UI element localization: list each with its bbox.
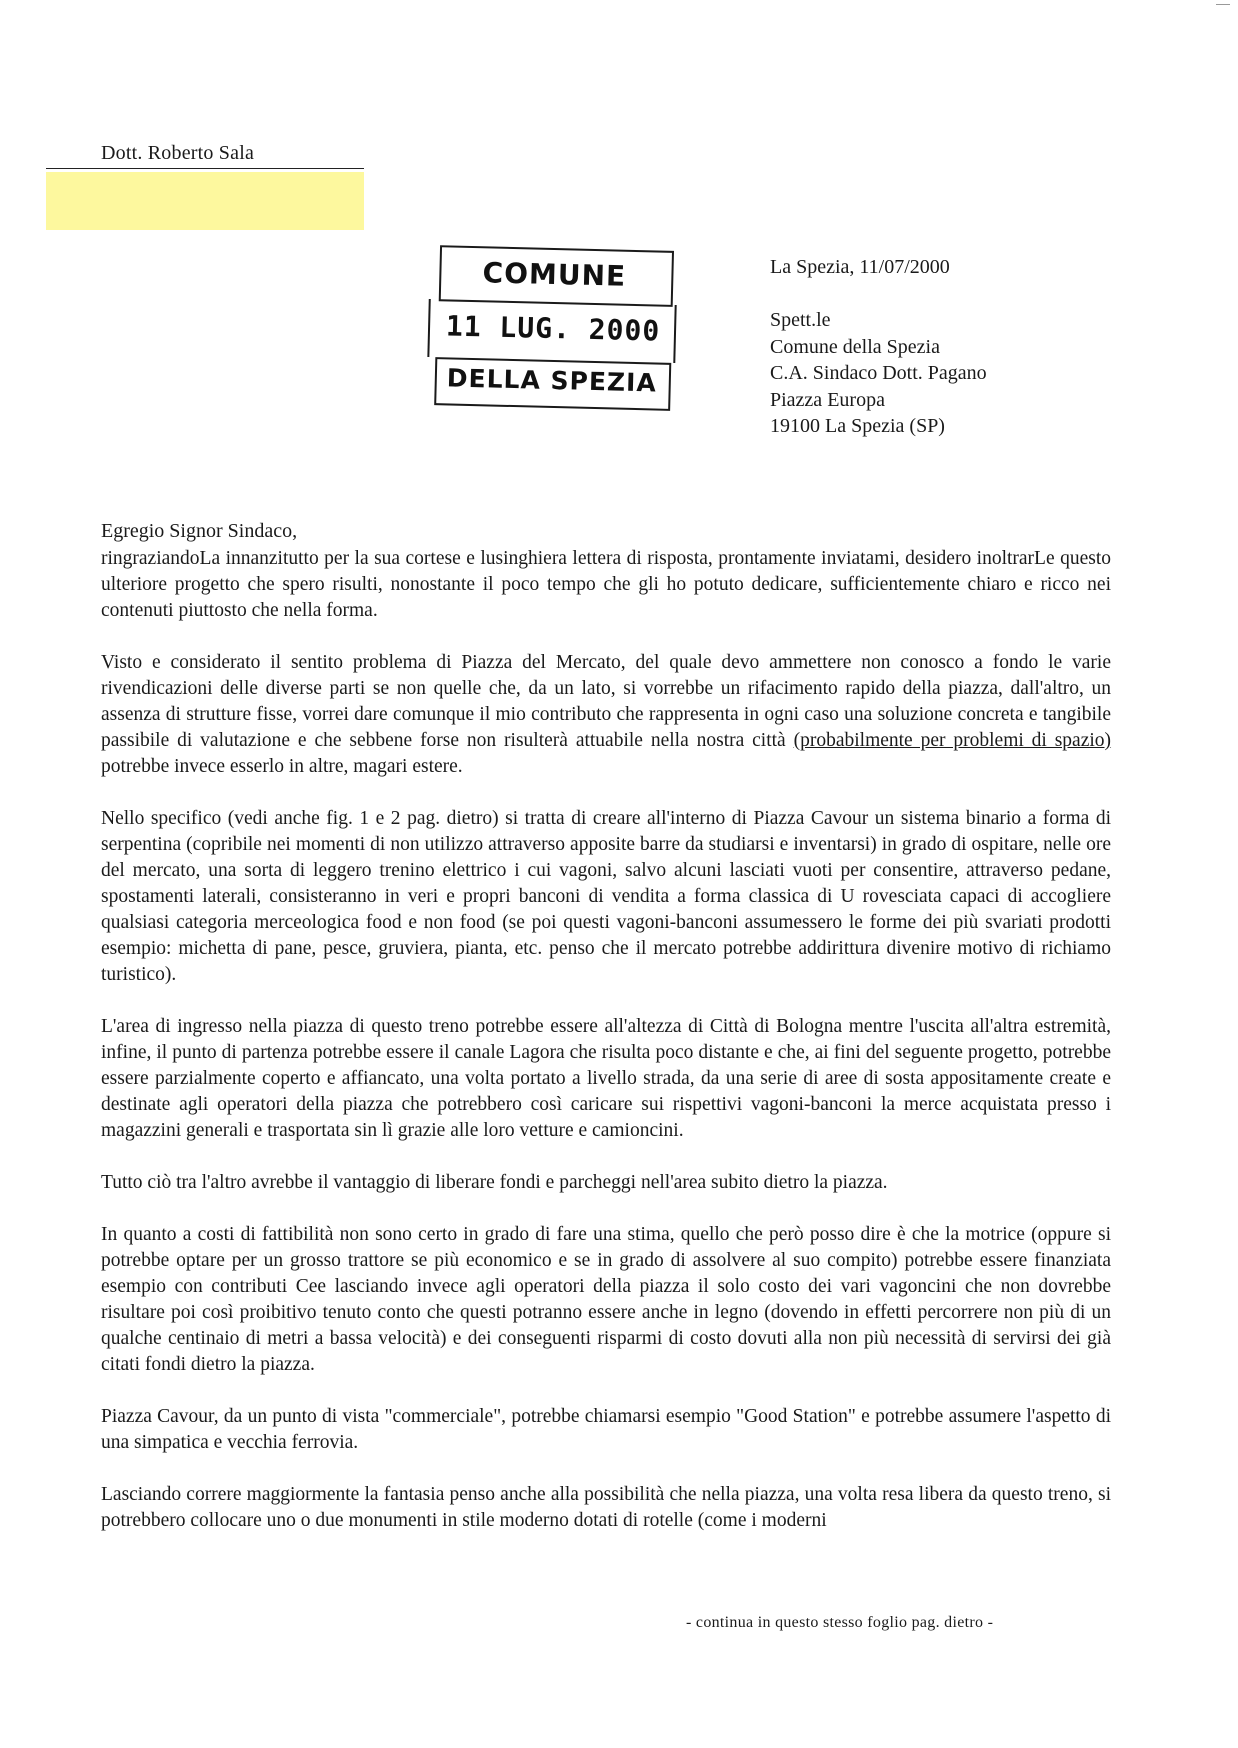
recipient-line: C.A. Sindaco Dott. Pagano xyxy=(770,362,987,384)
paragraph-text: Visto e considerato il sentito problema di Piazza del Mercato, del quale devo ammettere non conosco a fondo le varie rivendicazioni delle diverse parti se non quelle che, da un lato, si vorrebbe un rifacimento rapido della piazza, dall'altro, un assenza di strutture fisse, vorrei dare comunque il mio contributo che rappresenta in ogni caso una soluzione concreta e tangibile passibile di valutazione e che sebbene forse non risulterà attuabile nella nostra città xyxy=(101,652,1111,751)
sender-divider xyxy=(46,168,364,169)
redacted-address-highlight xyxy=(46,172,364,230)
sender-name: Dott. Roberto Sala xyxy=(101,142,255,164)
page-corner-mark xyxy=(1216,0,1230,5)
paragraph-proposal: Nello specifico (vedi anche fig. 1 e 2 pag. dietro) si tratta di creare all'interno di Piazza Cavour un sistema binario a forma di serpentina (copribile nei momenti di non utilizzo attraverso apposite barre da studiarsi e inventarsi) in grado di ospitare, nelle ore del mercato, una sorta di leggero trenino elettrico i cui vagoni, salvo alcuni lasciati vuoti per consentire, attraverso pedane, spostamenti laterali, consisteranno in veri e propri banconi di vendita a forma classica di U rovesciata capaci di accogliere qualsiasi categoria merceologica food e non food (se poi questi vagoni-banconi assumessero le forme dei più svariati prodotti esempio: michetta di pane, pesce, gruviera, pianta, etc. penso che il mercato potrebbe addirittura divenire motivo di richiamo turistico). xyxy=(101,808,1111,985)
recipient-address xyxy=(770,307,987,440)
stamp-bottom-text: DELLA SPEZIA xyxy=(446,363,658,398)
paragraph-route: L'area di ingresso nella piazza di questo treno potrebbe essere all'altezza di Città di Bologna mentre l'uscita all'altra estremità, infine, il punto di partenza potrebbe essere il canale Lagora che risulta poco distante e che, ai fini del seguente progetto, potrebbe essere parzialmente coperto e affiancato, una volta portato a livello strada, da una serie di aree di sosta appositamente create e destinate agli operatori della piazza che potrebbero così caricare sui rispettivi vagoni-banconi la merce acquistata presso i magazzini generali e trasportata sin lì grazie alle loro vetture e camioncini. xyxy=(101,1016,1111,1141)
stamp-top-text: COMUNE xyxy=(482,256,627,293)
paragraph-name: Piazza Cavour, da un punto di vista "commerciale", potrebbe chiamarsi esempio "Good Station" e potrebbe assumere l'aspetto di una simpatica e vecchia ferrovia. xyxy=(101,1406,1111,1453)
paragraph-monuments: Lasciando correre maggiormente la fantasia penso anche alla possibilità che nella piazza, una volta resa libera da questo treno, si potrebbero collocare uno o due monumenti in stile moderno dotati di rotelle (come i moderni xyxy=(101,1484,1111,1531)
recipient-line: Comune della Spezia xyxy=(770,335,940,358)
underlined-phrase: (probabilmente per problemi di spazio) xyxy=(793,730,1112,751)
paragraph-advantage: Tutto ciò tra l'altro avrebbe il vantaggio di liberare fondi e parcheggi nell'area subito dietro la piazza. xyxy=(101,1172,888,1193)
letter-date: La Spezia, 11/07/2000 xyxy=(770,256,950,278)
recipient-line: 19100 La Spezia (SP) xyxy=(770,415,945,437)
salutation: Egregio Signor Sindaco, xyxy=(101,520,298,542)
paragraph-text: potrebbe invece esserlo in altre, magari estere. xyxy=(101,756,463,777)
paragraph-intro: ringraziandoLa innanzitutto per la sua cortese e lusinghiera lettera di risposta, prontamente inviatami, desidero inoltrarLe questo ulteriore progetto che spero risulti, nonostante il poco tempo che gli ho potuto dedicare, sufficientemente chiaro e ricco nei contenuti piuttosto che nella forma. xyxy=(101,548,1111,621)
reception-stamp xyxy=(426,245,680,419)
letter-body xyxy=(101,546,1111,1534)
continue-note: - continua in questo stesso foglio pag. dietro - xyxy=(686,1614,994,1631)
paragraph-problem xyxy=(101,650,1111,780)
recipient-line: Spett.le xyxy=(770,309,831,331)
stamp-date: 11 LUG. 2000 xyxy=(445,309,661,348)
recipient-line: Piazza Europa xyxy=(770,388,885,411)
paragraph-costs: In quanto a costi di fattibilità non sono certo in grado di fare una stima, quello che però posso dire è che la motrice (oppure si potrebbe optare per un grosso trattore se più economico e se in grado di assolvere al suo compito) potrebbe essere finanziata esempio con contributi Cee lasciando invece agli operatori della piazza il solo costo dei vari vagoncini che non dovrebbe risultare poi così proibitivo tenuto conto che questi potranno essere anche in legno (dovendo in effetti percorrere non più di un qualche centinaio di metri a bassa velocità) e dei conseguenti risparmi di costo dovuti alla non più necessità di servirsi dei già citati fondi dietro la piazza. xyxy=(101,1224,1111,1375)
